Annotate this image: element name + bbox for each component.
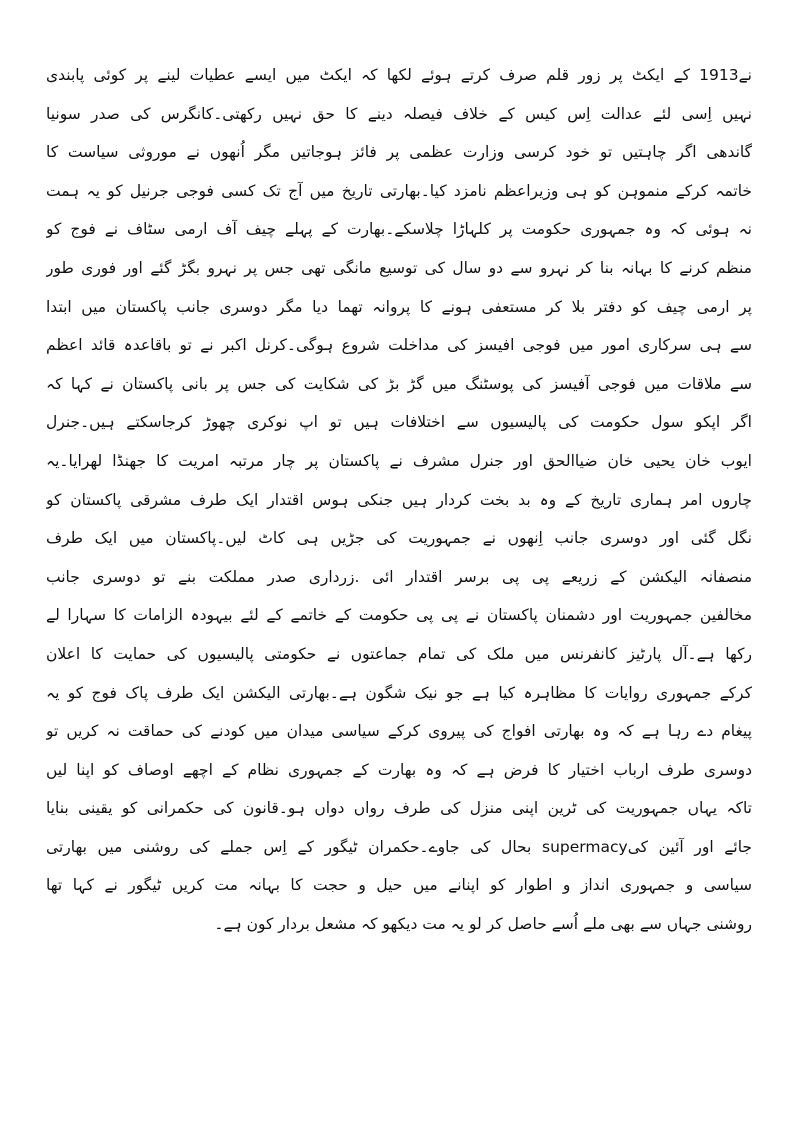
paragraph-line: رکھا ہے۔آل پارٹیز کانفرنس میں ملک کی تمام جماعتوں نے حکومتی پالیسیوں کی حمایت کا اعلان bbox=[46, 644, 752, 663]
paragraph-line: کرکے جمہوری روایات کا مظاہرہ کیا ہے جو نیک شگون ہے۔بھارتی الیکشن ایک طرف پاک فوج کو یہ bbox=[46, 683, 752, 702]
paragraph-line: اگر اپکو سول حکومت کی پالیسیوں سے اختلافات ہیں تو اپ نوکری چھوڑ کرجاسکتے ہیں۔جنرل bbox=[46, 413, 752, 432]
paragraph-line: منصفانہ الیکشن کے زریعے پی پی برسر اقتدار ائی .زرداری صدر مملکت بنے تو دوسری جانب bbox=[46, 567, 752, 586]
paragraph-line: سے ہی سرکاری امور میں فوجی افیسز کی مداخلت شروع ہوگی۔کرنل اکبر نے تو باقاعدہ قائد اعظم bbox=[46, 336, 752, 355]
paragraph-line: مخالفین جمہوریت اور دشمنان پاکستان نے پی پی حکومت کے خاتمے کے لئے بیہودہ الزامات کا سہارا لے bbox=[46, 606, 752, 625]
paragraph-line: نہ ہوئی کہ وہ جمہوری حکومت پر کلہاڑا چلاسکے۔بھارت کے پہلے چیف آف ارمی سٹاف نے فوج کو bbox=[46, 220, 752, 239]
paragraph-line: سیاسی و جمہوری انداز و اطوار کو اپنانے میں حیل و حجت کا بہانہ مت کریں ٹیگور نے کہا تھا bbox=[46, 876, 752, 895]
paragraph-line: منظم کرنے کا بہانہ بنا کر نہرو سے دو سال کی توسیع مانگی تھی جس پر نہرو بگڑ گئے اور فوری طور bbox=[46, 258, 752, 277]
paragraph-line: خاتمہ کرکے منموہن کو ہی وزیراعظم نامزد کیا۔بھارتی تاریخ میں آج تک کسی فوجی جرنیل کو یہ ہمت bbox=[46, 181, 752, 200]
paragraph-line: دوسری طرف ارباب اختیار کا فرض ہے کہ وہ بھارت کے جمہوری نظام کے اچھے اوصاف کو اپنا لیں bbox=[46, 760, 752, 779]
paragraph-line-last: روشنی جہاں سے بھی ملے اُسے حاصل کر لو یہ مت دیکھو کہ مشعل بردار کون ہے۔ bbox=[214, 915, 752, 934]
paragraph-line: نہیں اِسی لئے عدالت اِس کیس کے خلاف فیصلہ دینے کا حق نہیں رکھتی۔کانگرس کی صدر سونیا bbox=[46, 104, 752, 123]
paragraph-line: پر ارمی چیف کو دفتر بلا کر مستعفی ہونے کا پروانہ تھما دیا مگر دوسری جانب پاکستان میں ابتدا bbox=[46, 297, 752, 316]
paragraph-line: ایوب خان یحیی خان ضیاالحق اور جنرل مشرف نے پاکستان پر چار مرتبہ امریت کا جھنڈا لھرایا۔یہ bbox=[46, 451, 752, 470]
paragraph-line: پیغام دے رہا ہے کہ وہ بھارتی افواج کی پیروی کرکے سیاسی میدان میں کودنے کی حماقت نہ کریں تو bbox=[46, 722, 752, 741]
paragraph-line: گاندھی اگر چاہتیں تو خود کرسی وزارت عظمی پر فائز ہوجاتیں مگر اُنھوں نے موروثی سیاست کا bbox=[46, 143, 752, 162]
paragraph-line: چاروں امر ہماری تاریخ کے وہ بد بخت کردار ہیں جنکی ہوس اقتدار ایک طرف مشرقی پاکستان کو bbox=[46, 490, 752, 509]
urdu-paragraph bbox=[46, 56, 752, 944]
paragraph-line: نے1913 کے ایکٹ پر زور قلم صرف کرتے ہوئے لکھا کہ ایکٹ میں ایسے عطیات لینے پر کوئی پابندی bbox=[46, 66, 752, 84]
paragraph-line: نگل گئی اور دوسری جانب اِنھوں نے جمہوریت کی جڑیں ہی کاٹ لیں۔پاکستان میں ایک طرف bbox=[46, 529, 752, 548]
paragraph-line: تاکہ یہاں جمہوریت کی ٹرین اپنی منزل کی طرف رواں دواں ہو۔قانون کی حکمرانی کو یقینی بنایا bbox=[46, 799, 752, 818]
paragraph-line: جائے اور آئین کیsupermacy بحال کی جاوے۔حکمران ٹیگور کے اِس جملے کی روشنی میں بھارتی bbox=[46, 837, 752, 856]
paragraph-line: سے ملاقات میں فوجی آفیسز کی پوسٹنگ میں گڑ بڑ کی شکایت کی جس پر بانی پاکستان نے کہا کہ bbox=[46, 374, 752, 393]
